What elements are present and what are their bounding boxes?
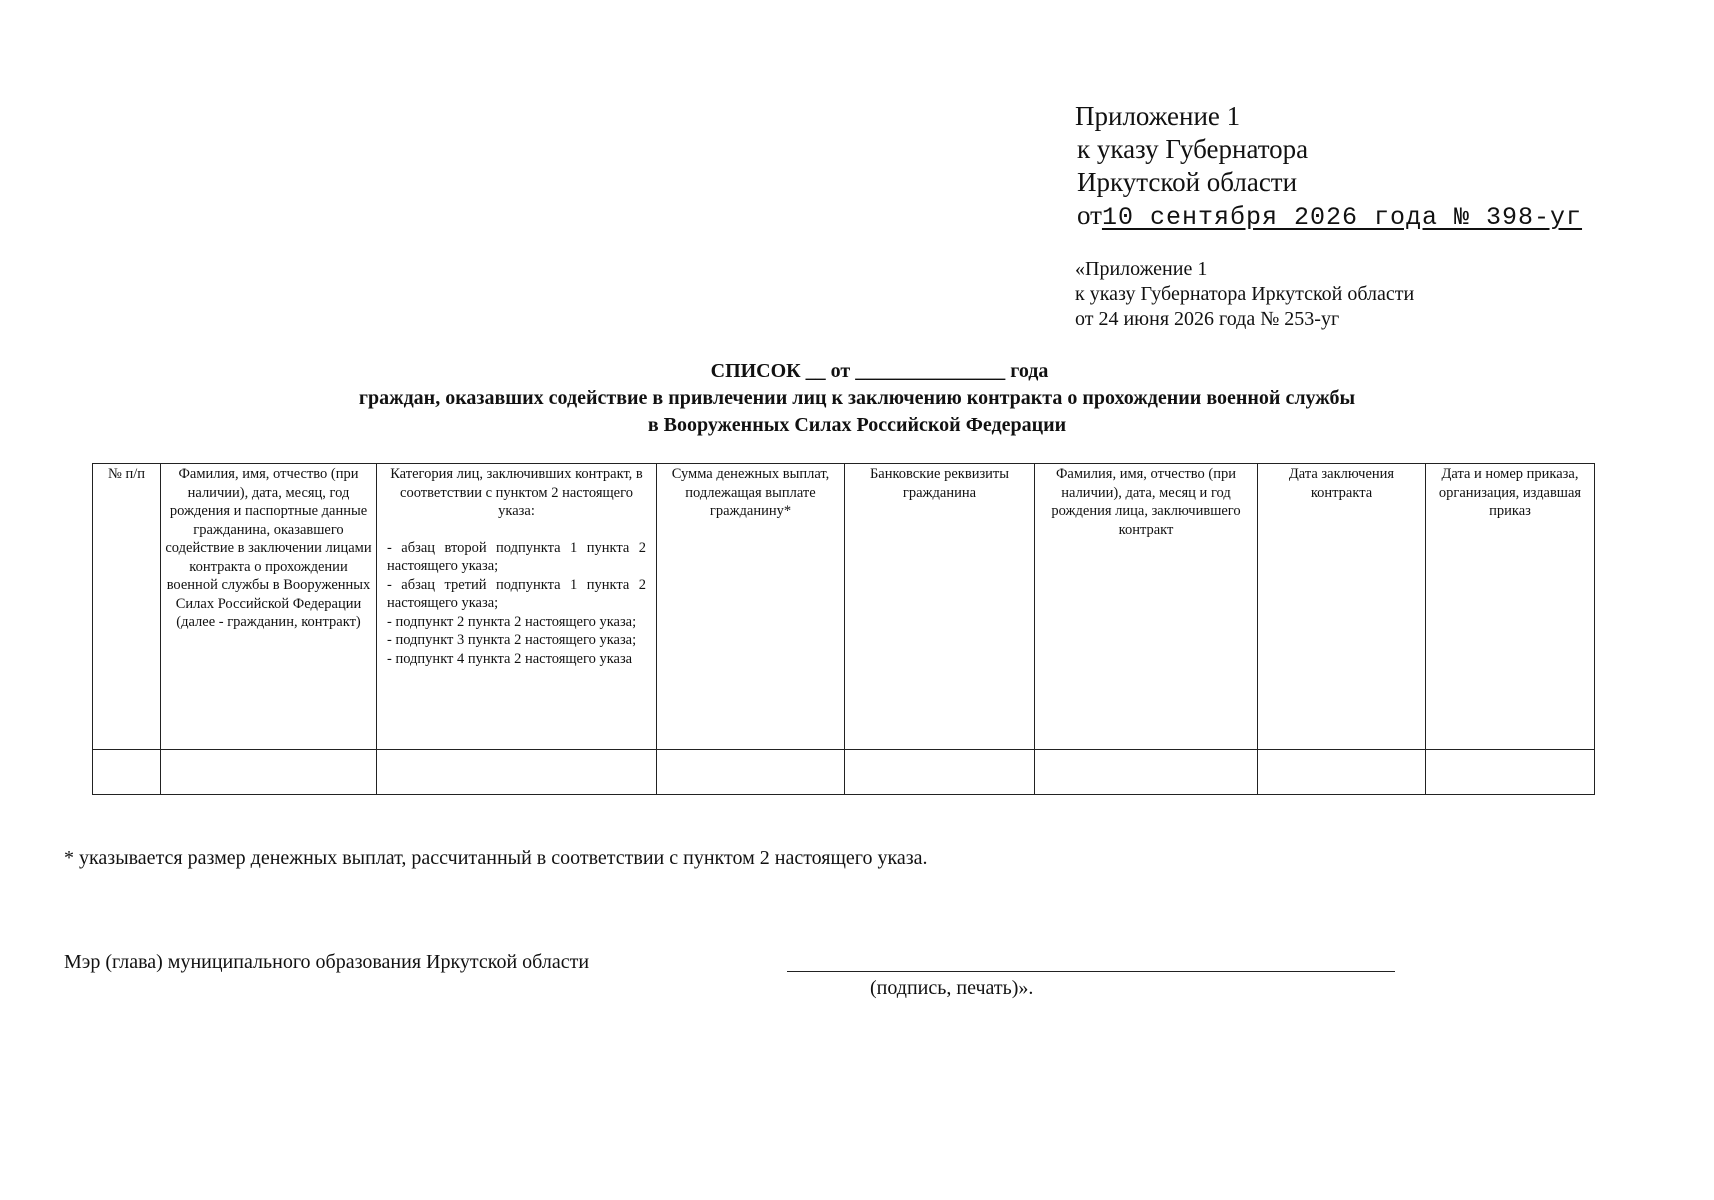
- signature-line: [787, 971, 1395, 972]
- list-title-subject-cont: в Вооруженных Силах Российской Федерации: [647, 414, 1067, 436]
- table-cell: [161, 750, 377, 795]
- previous-appendix-number: «Приложение 1: [1075, 258, 1208, 280]
- appendix-date-value: 10 сентября 2026 года № 398-уг: [1101, 203, 1583, 232]
- table-cell: [845, 750, 1035, 795]
- table-cell: [1035, 750, 1258, 795]
- header-payment-amount: Сумма денежных выплат, подлежащая выплате гражданину*: [657, 464, 845, 750]
- appendix-number: Приложение 1: [1075, 101, 1241, 131]
- previous-appendix-decree-ref: к указу Губернатора Иркутской области: [1075, 283, 1415, 305]
- header-citizen-details: Фамилия, имя, отчество (при наличии), дата, месяц, год рождения и паспортные данные гражданина, оказавшего содействие в заключении лицами контракта о прохождении военной службы в Вооруженных Силах Российской Федерации (далее - гражданин, контракт): [161, 464, 377, 750]
- list-title-subject: граждан, оказавших содействие в привлечении лиц к заключению контракта о прохождении военной службы: [358, 387, 1356, 409]
- category-item: - подпункт 3 пункта 2 настоящего указа;: [387, 632, 637, 648]
- category-item: - подпункт 4 пункта 2 настоящего указа: [387, 650, 633, 667]
- header-order-details: Дата и номер приказа, организация, издавшая приказ: [1426, 464, 1595, 750]
- table-row: [93, 750, 1595, 795]
- appendix-decree-ref: к указу Губернатора: [1077, 134, 1309, 164]
- header-contractor-details: Фамилия, имя, отчество (при наличии), дата, месяц и год рождения лица, заключившего контракт: [1035, 464, 1258, 750]
- table-cell: [93, 750, 161, 795]
- appendix-date-prefix: от: [1077, 200, 1102, 230]
- header-category-title: Категория лиц, заключивших контракт, в соответствии с пунктом 2 настоящего указа:: [390, 466, 643, 519]
- previous-appendix-date: от 24 июня 2026 года № 253-уг: [1075, 308, 1340, 330]
- table-cell: [1426, 750, 1595, 795]
- footnote: * указывается размер денежных выплат, рассчитанный в соответствии с пунктом 2 настоящего указа.: [64, 847, 928, 869]
- appendix-date-line: [1075, 199, 1582, 234]
- header-category: [377, 464, 657, 750]
- appendix-region: Иркутской области: [1077, 167, 1298, 197]
- signature-caption: (подпись, печать)».: [870, 977, 1034, 999]
- category-list: [387, 539, 646, 669]
- table-header-row: [93, 464, 1595, 750]
- appendix-header: [1075, 100, 1582, 234]
- signer-title: Мэр (глава) муниципального образования Иркутской области: [64, 951, 590, 973]
- previous-appendix-header: [1075, 257, 1414, 332]
- category-item: - абзац второй подпункта 1 пункта 2 настоящего указа;: [387, 539, 646, 574]
- header-row-number: № п/п: [93, 464, 161, 750]
- table-cell: [1258, 750, 1426, 795]
- category-item: - абзац третий подпункта 1 пункта 2 настоящего указа;: [387, 576, 646, 611]
- category-item: - подпункт 2 пункта 2 настоящего указа;: [387, 613, 637, 630]
- list-title: [0, 358, 1714, 439]
- table-cell: [657, 750, 845, 795]
- header-bank-details: Банковские реквизиты гражданина: [845, 464, 1035, 750]
- citizens-table: [92, 463, 1595, 795]
- table-cell: [377, 750, 657, 795]
- list-title-heading: СПИСОК __ от _______________ года: [710, 360, 1049, 382]
- header-contract-date: Дата заключения контракта: [1258, 464, 1426, 750]
